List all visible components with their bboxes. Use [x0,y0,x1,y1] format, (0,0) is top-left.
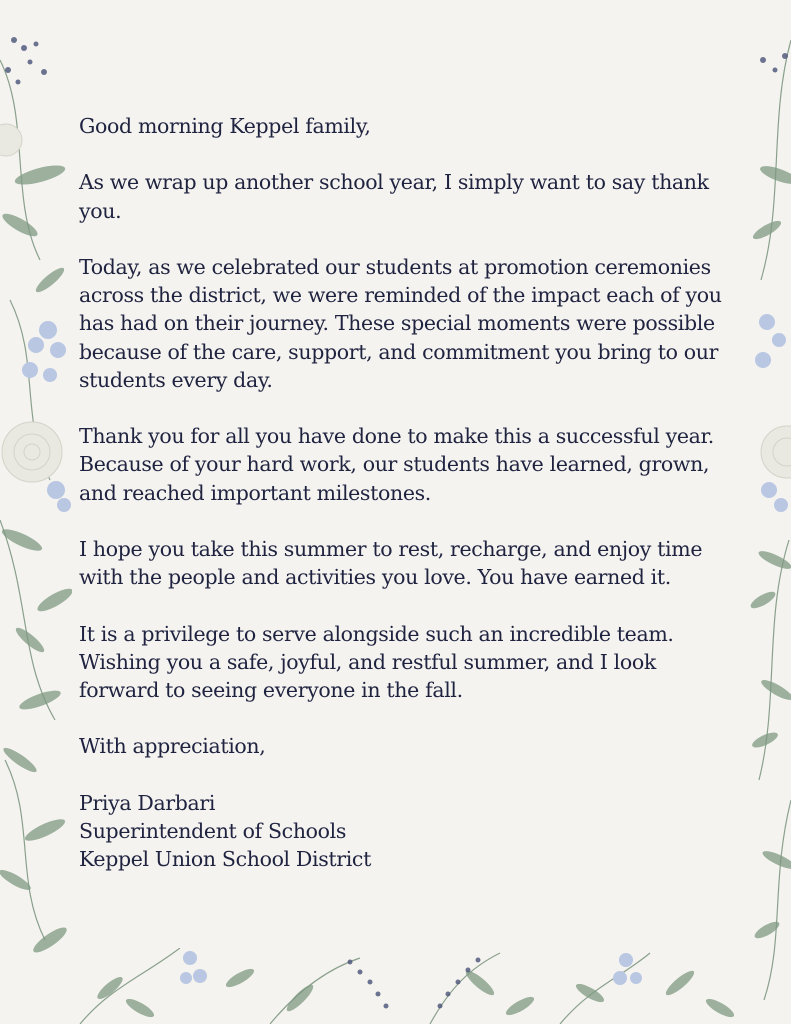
floral-border-left-art [0,0,72,1024]
signature-name: Priya Darbari [79,790,216,815]
letter-paragraph: Thank you for all you have done to make this a successful year. Because of your hard work, our students have learned, grown, and reached important milestones. [79,424,714,505]
letter-paragraph: I hope you take this summer to rest, recharge, and enjoy time with the people and activities you love. You have earned it. [79,536,703,590]
letter-closing: With appreciation, [79,734,266,759]
letter-body [79,112,739,873]
floral-border-right-art [749,0,791,1024]
signature-block [79,789,739,874]
floral-border-left [0,0,72,1024]
floral-border-bottom [0,948,791,1024]
floral-border-bottom-art [0,948,791,1024]
signature-title: Superintendent of Schools [79,818,347,843]
letter-paragraph: It is a privilege to serve alongside such an incredible team. Wishing you a safe, joyful, and restful summer, and I look forward to seeing everyone in the fall. [79,621,674,702]
letter-greeting: Good morning Keppel family, [79,114,371,138]
letter-paragraph: As we wrap up another school year, I simply want to say thank you. [79,170,709,223]
letter-paragraph: Today, as we celebrated our students at promotion ceremonies across the district, we were reminded of the impact each of you has had on their journey. These special moments were possible because of the care, support, and commitment you bring to our students every day. [79,254,722,392]
floral-border-right [749,0,791,1024]
signature-organization: Keppel Union School District [79,847,371,872]
